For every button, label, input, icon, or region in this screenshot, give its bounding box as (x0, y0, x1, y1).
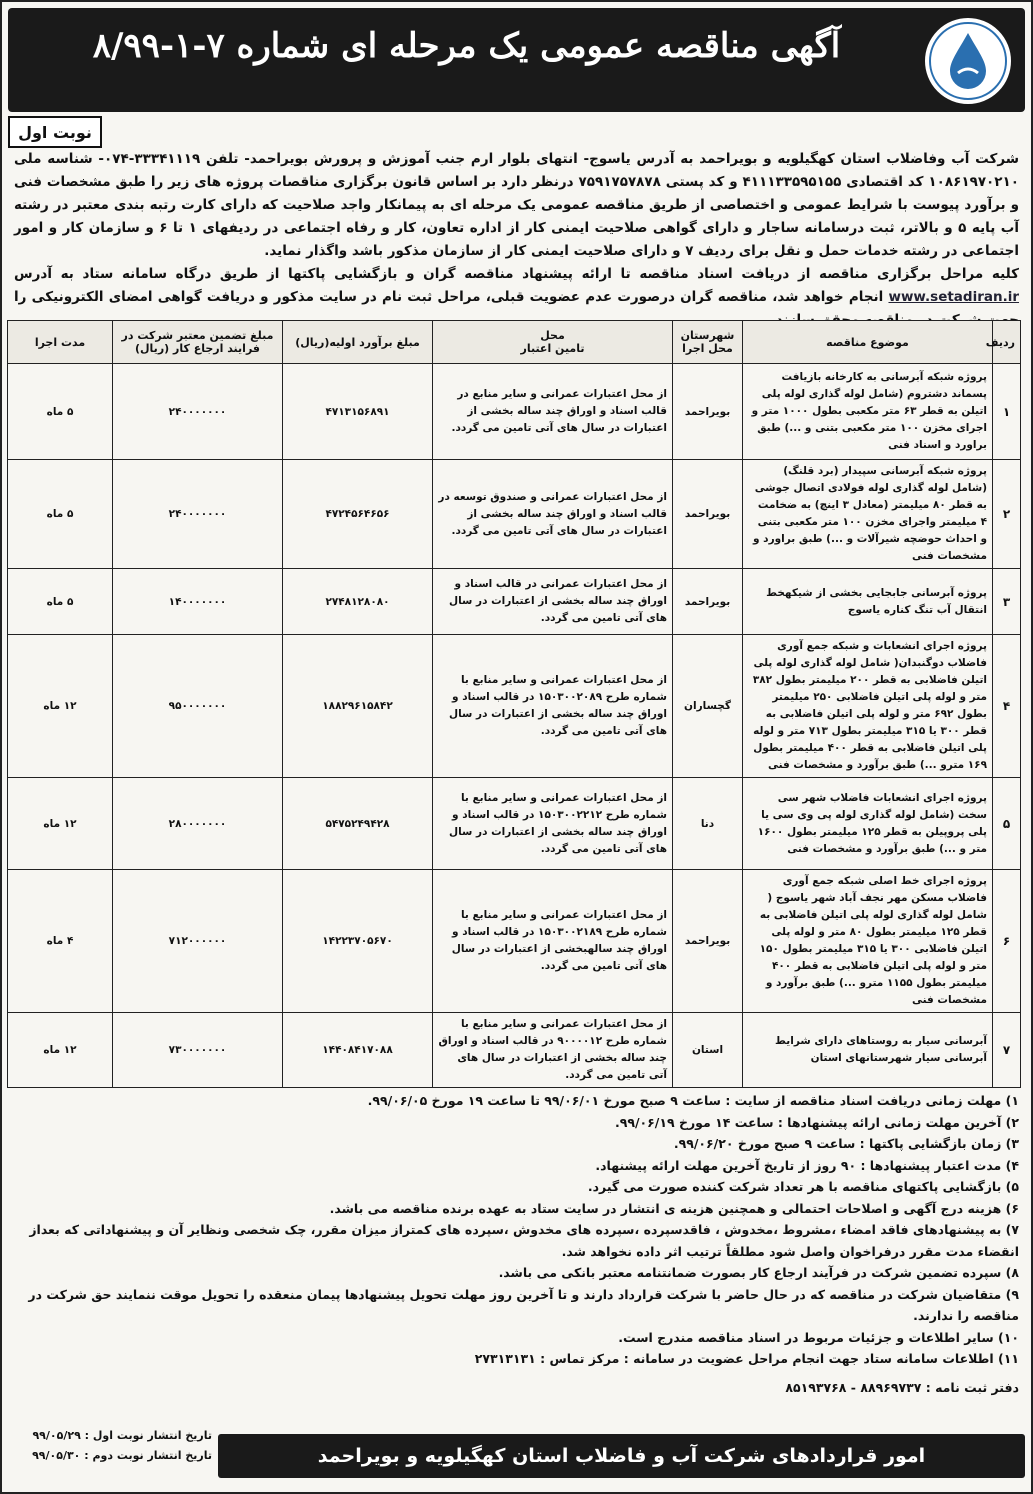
row-estimate: ۴۷۱۳۱۵۶۸۹۱ (283, 364, 433, 460)
row-duration: ۱۲ ماه (8, 778, 113, 870)
row-number: ۱ (993, 364, 1021, 460)
row-city: گچساران (673, 635, 743, 778)
row-guarantee: ۷۱۲۰۰۰۰۰۰ (113, 870, 283, 1013)
company-logo (925, 18, 1011, 104)
col-row: ردیف (993, 321, 1021, 364)
row-subject: پروژه اجرای انشعابات و شبکه جمع آوری فاضلاب دوگنبدان( شامل لوله گذاری لوله پلی اتیلن فاضلابی به قطر ۲۰۰ میلیمتر بطول ۳۸۲ متر و لوله پلی اتیلن فاضلابی ۲۵۰ میلیمتر بطول ۶۹۲ متر و لوله پلی اتیلن فاضلابی به قطر ۳۰۰ یا ۳۱۵ میلیمتر بطول ۷۱۳ متر و لوله پلی اتیلن فاضلابی به قطر ۴۰۰ میلیمتر بطول ۱۶۹ مترو ...) طبق برآورد و مشخصات فنی (743, 635, 993, 778)
condition-item: ۸) سپرده تضمین شرکت در فرآیند ارجاع کار بصورت ضمانتنامه معتبر بانکی می باشد. (498, 1265, 1019, 1280)
col-source-b: تامین اعتبار (520, 342, 585, 355)
row-subject: پروژه آبرسانی جابجایی بخشی از شیکهخط انتقال آب تنگ کناره یاسوج (743, 569, 993, 635)
condition-item: ۷) به پیشنهادهای فاقد امضاء ،مشروط ،مخدوش ، فاقدسپرده ،سپرده های مخدوش ،سپرده های کمتراز میزان مقرر، چک شخصی ونظایر آن و پیشنهاداتی که بعداز انقضاء مدت مقرر درفراخوان واصل شود مطلقاً ترتیب اثر داده نخواهد شد. (29, 1222, 1019, 1259)
row-guarantee: ۲۸۰۰۰۰۰۰۰ (113, 778, 283, 870)
row-city: بویراحمد (673, 870, 743, 1013)
row-duration: ۵ ماه (8, 460, 113, 569)
row-city: بویراحمد (673, 569, 743, 635)
col-duration: مدت اجرا (8, 321, 113, 364)
row-estimate: ۲۷۴۸۱۲۸۰۸۰ (283, 569, 433, 635)
col-source-a: محل (540, 329, 565, 342)
table-row (8, 778, 1021, 870)
intro-text (14, 148, 1019, 332)
condition-item: ۲) آخرین مهلت زمانی ارائه پیشنهادها : ساعت ۱۴ مورخ ۹۹/۰۶/۱۹. (614, 1114, 1019, 1130)
row-estimate: ۵۴۷۵۲۴۹۴۲۸ (283, 778, 433, 870)
setad-link[interactable]: www.setadiran.ir (888, 289, 1020, 305)
row-guarantee: ۹۵۰۰۰۰۰۰۰ (113, 635, 283, 778)
row-estimate: ۴۷۲۴۵۶۴۶۵۶ (283, 460, 433, 569)
table-header-row (8, 321, 1021, 364)
row-city: دنا (673, 778, 743, 870)
header-banner (8, 8, 1025, 112)
condition-item: ۹) متقاضیان شرکت در مناقصه که در حال حاضر با شرکت قرارداد دارند و تا آخرین روز مهلت تحویل پیشنهادها پیمان منعقده را تحویل موقت ننمایند حق شرکت در مناقصه را ندارند. (28, 1286, 1019, 1323)
row-source: از محل اعتبارات عمرانی و سایر منابع با شماره طرح ۱۵۰۳۰۰۲۰۸۹ در قالب اسناد و اوراق چند ساله بخشی از اعتبارات در سال های آتی تامین می گردد. (433, 635, 673, 778)
condition-item: ۱) مهلت زمانی دریافت اسناد مناقصه از سایت : ساعت ۹ صبح مورخ ۹۹/۰۶/۰۱ تا ساعت ۱۹ مورخ ۹۹/۰۶/۰۵. (367, 1093, 1019, 1108)
row-guarantee: ۲۴۰۰۰۰۰۰۰ (113, 460, 283, 569)
office-phone: دفتر ثبت نامه : ۸۸۹۶۹۷۳۷ - ۸۵۱۹۳۷۶۸ (785, 1380, 1019, 1395)
footer (8, 1420, 1025, 1484)
col-estimate: مبلغ برآورد اولیه(ریال) (283, 321, 433, 364)
row-number: ۳ (993, 569, 1021, 635)
row-subject: پروژه اجرای خط اصلی شبکه جمع آوری فاضلاب مسکن مهر نجف آباد شهر یاسوج ( شامل لوله گذاری لوله پلی اتیلن فاضلابی به قطر ۱۲۵ میلیمتر بطول ۸۰ متر و لوله پلی اتیلن فاضلابی ۳۰۰ یا ۳۱۵ میلیمتر بطول ۱۵۰ متر و لوله پلی اتیلن فاضلابی به قطر ۴۰۰ میلیمتر بطول ۱۱۵۵ مترو ...) طبق برآورد و مشخصات فنی (743, 870, 993, 1013)
publication-date-2: تاریخ انتشار نوبت دوم : ۹۹/۰۵/۳۰ (32, 1449, 212, 1462)
col-source (433, 321, 673, 364)
water-drop-icon (928, 21, 1008, 101)
condition-item: ۱۱) اطلاعات سامانه ستاد جهت انجام مراحل عضویت در سامانه : مرکز تماس : ۲۷۳۱۳۱۳۱ (474, 1351, 1019, 1366)
edition-badge: نوبت اول (8, 116, 102, 148)
row-number: ۶ (993, 870, 1021, 1013)
table-row (8, 364, 1021, 460)
row-duration: ۱۲ ماه (8, 1013, 113, 1088)
publication-dates (12, 1426, 212, 1466)
row-number: ۴ (993, 635, 1021, 778)
footer-title: امور قراردادهای شرکت آب و فاضلاب استان کهگیلویه و بویراحمد (218, 1434, 1025, 1478)
row-estimate: ۱۴۲۲۳۷۰۵۶۷۰ (283, 870, 433, 1013)
row-subject: پروژه شبکه آبرسانی سپیدار (برد قلنگ) (شامل لوله گذاری لوله فولادی اتصال جوشی به قطر ۸۰ میلیمتر (معادل ۳ اینچ) به ضخامت ۴ میلیمتر واجرای مخزن ۱۰۰ متر مکعبی بتنی و احداث حوضچه شیرآلات و ...) طبق براورد و مشخصات فنی (743, 460, 993, 569)
intro-paragraph-1: شرکت آب وفاضلاب استان کهگیلویه و بویراحمد به آدرس یاسوج- انتهای بلوار ارم جنب آموزش و پرورش بویراحمد- تلفن ۳۳۳۴۱۱۱۹-۰۷۴- شناسه ملی ۱۰۸۶۱۹۷۰۲۱۰ کد اقتصادی ۴۱۱۱۳۳۵۹۵۱۵۵ و کد پستی ۷۵۹۱۷۵۷۸۷۸ درنظر دارد بر اساس قانون برگزاری مناقصات پروژه های زیر را طبق مشخصات فنی و برآورد پیوست با شرایط عمومی و اختصاصی از طریق مناقصه عمومی یک مرحله ای به پیمانکار واجد صلاحیت که دارای کارت رتبه بندی معتبر در رشته آب پایه ۵ و بالاتر، ثبت درسامانه ساجار و دارای گواهی صلاحیت ایمنی کار از اداره تعاون، کار و رفاه اجتماعی در ردیفهای ۱ تا ۶ و سازمان کار و امور اجتماعی در رشته خدمات حمل و نقل برای ردیف ۷ و دارای صلاحیت ایمنی کار از سازمان مذکور باشد واگذار نماید. (14, 151, 1020, 259)
col-subject: موضوع مناقصه (743, 321, 993, 364)
row-guarantee: ۱۴۰۰۰۰۰۰۰ (113, 569, 283, 635)
row-guarantee: ۲۴۰۰۰۰۰۰۰ (113, 364, 283, 460)
condition-item: ۶) هزینه درج آگهی و اصلاحات احتمالی و همچنین هزینه ی انتشار در سایت ستاد به عهده برنده مناقصه می باشد. (329, 1200, 1019, 1216)
col-city: شهرستان محل اجرا (673, 321, 743, 364)
row-source: از محل اعتبارات عمرانی و سایر منابع با شماره طرح ۹۰۰۰۰۱۲ در قالب اسناد و اوراق چند ساله بخشی از اعتبارات در سال های آتی تامین می گردد. (433, 1013, 673, 1088)
row-number: ۲ (993, 460, 1021, 569)
row-city: بویراحمد (673, 364, 743, 460)
condition-item: ۳) زمان بازگشایی پاکتها : ساعت ۹ صبح مورخ ۹۹/۰۶/۲۰. (673, 1136, 1019, 1151)
row-city: بویراحمد (673, 460, 743, 569)
row-source: از محل اعتبارات عمرانی و سایر منابع با شماره طرح ۱۵۰۳۰۰۲۱۸۹ در قالب اسناد و اوراق چند سالهبخشی از اعتبارات در سال های آتی تامین می گردد. (433, 870, 673, 1013)
notice-title: آگهی مناقصه عمومی یک مرحله ای شماره ۷-۱-۸/۹۹ (92, 26, 841, 66)
row-subject: پروژه شبکه آبرسانی به کارخانه بازیافت پسماند دشتروم (شامل لوله گذاری لوله پلی اتیلن به قطر ۶۳ متر مکعبی بطول ۱۰۰۰ متر و اجرای مخزن ۱۰۰ متر مکعبی بتنی و ...) طبق براورد و اسناد فنی (743, 364, 993, 460)
condition-item: ۴) مدت اعتبار پیشنهادها : ۹۰ روز از تاریخ آخرین مهلت ارائه پیشنهاد. (595, 1157, 1019, 1173)
row-duration: ۴ ماه (8, 870, 113, 1013)
row-source: از محل اعتبارات عمرانی و صندوق توسعه در قالب اسناد و اوراق چند ساله بخشی از اعتبارات در سال های آتی تامین می گردد. (433, 460, 673, 569)
row-source: از محل اعتبارات عمرانی در قالب اسناد و اوراق چند ساله بخشی از اعتبارات در سال های آتی تامین می گردد. (433, 569, 673, 635)
row-subject: پروژه اجرای انشعابات فاضلاب شهر سی سخت (شامل لوله گذاری لوله پی وی سی یا پلی پروپیلن به قطر ۱۲۵ میلیمتر بطول ۱۶۰۰ متر و ...) طبق برآورد و مشخصات فنی (743, 778, 993, 870)
row-city: استان (673, 1013, 743, 1088)
condition-item: ۱۰) سایر اطلاعات و جزئیات مربوط در اسناد مناقصه مندرج است. (618, 1329, 1019, 1345)
condition-item: ۵) بازگشایی پاکتهای مناقصه با هر تعداد شرکت کننده صورت می گیرد. (587, 1179, 1019, 1194)
intro-paragraph-2a: کلیه مراحل برگزاری مناقصه از دریافت اسناد مناقصه تا ارائه پیشنهاد مناقصه گران و بازگشایی پاکتها از طریق درگاه سامانه ستاد به آدرس (14, 266, 1019, 282)
row-number: ۵ (993, 778, 1021, 870)
row-duration: ۱۲ ماه (8, 635, 113, 778)
row-duration: ۵ ماه (8, 364, 113, 460)
tender-table (7, 320, 1021, 1088)
row-estimate: ۱۴۴۰۸۴۱۷۰۸۸ (283, 1013, 433, 1088)
row-source: از محل اعتبارات عمرانی و سایر منابع با شماره طرح ۱۵۰۳۰۰۲۲۱۲ در قالب اسناد و اوراق چند ساله بخشی از اعتبارات در سال های آتی تامین می گردد. (433, 778, 673, 870)
table-row (8, 635, 1021, 778)
col-guarantee: مبلغ تضمین معتبر شرکت در فرایند ارجاع کار (ریال) (113, 321, 283, 364)
table-row (8, 569, 1021, 635)
row-number: ۷ (993, 1013, 1021, 1088)
intro-paragraph-2b: انجام خواهد شد، مناقصه گران درصورت عدم عضویت قبلی، مراحل ثبت نام در سایت مذکور و دریافت گواهی امضای الکترونیکی را (14, 289, 884, 305)
table-row (8, 870, 1021, 1013)
row-source: از محل اعتبارات عمرانی و سایر منابع در قالب اسناد و اوراق چند ساله بخشی از اعتبارات در سال های آتی تامین می گردد. (433, 364, 673, 460)
table-row (8, 460, 1021, 569)
publication-date-1: تاریخ انتشار نوبت اول : ۹۹/۰۵/۲۹ (32, 1429, 212, 1442)
conditions-list (14, 1090, 1019, 1370)
row-subject: آبرسانی سیار به روستاهای دارای شرایط آبرسانی سیار شهرستانهای استان (743, 1013, 993, 1088)
row-estimate: ۱۸۸۲۹۶۱۵۸۴۲ (283, 635, 433, 778)
row-duration: ۵ ماه (8, 569, 113, 635)
row-guarantee: ۷۳۰۰۰۰۰۰۰ (113, 1013, 283, 1088)
table-row (8, 1013, 1021, 1088)
